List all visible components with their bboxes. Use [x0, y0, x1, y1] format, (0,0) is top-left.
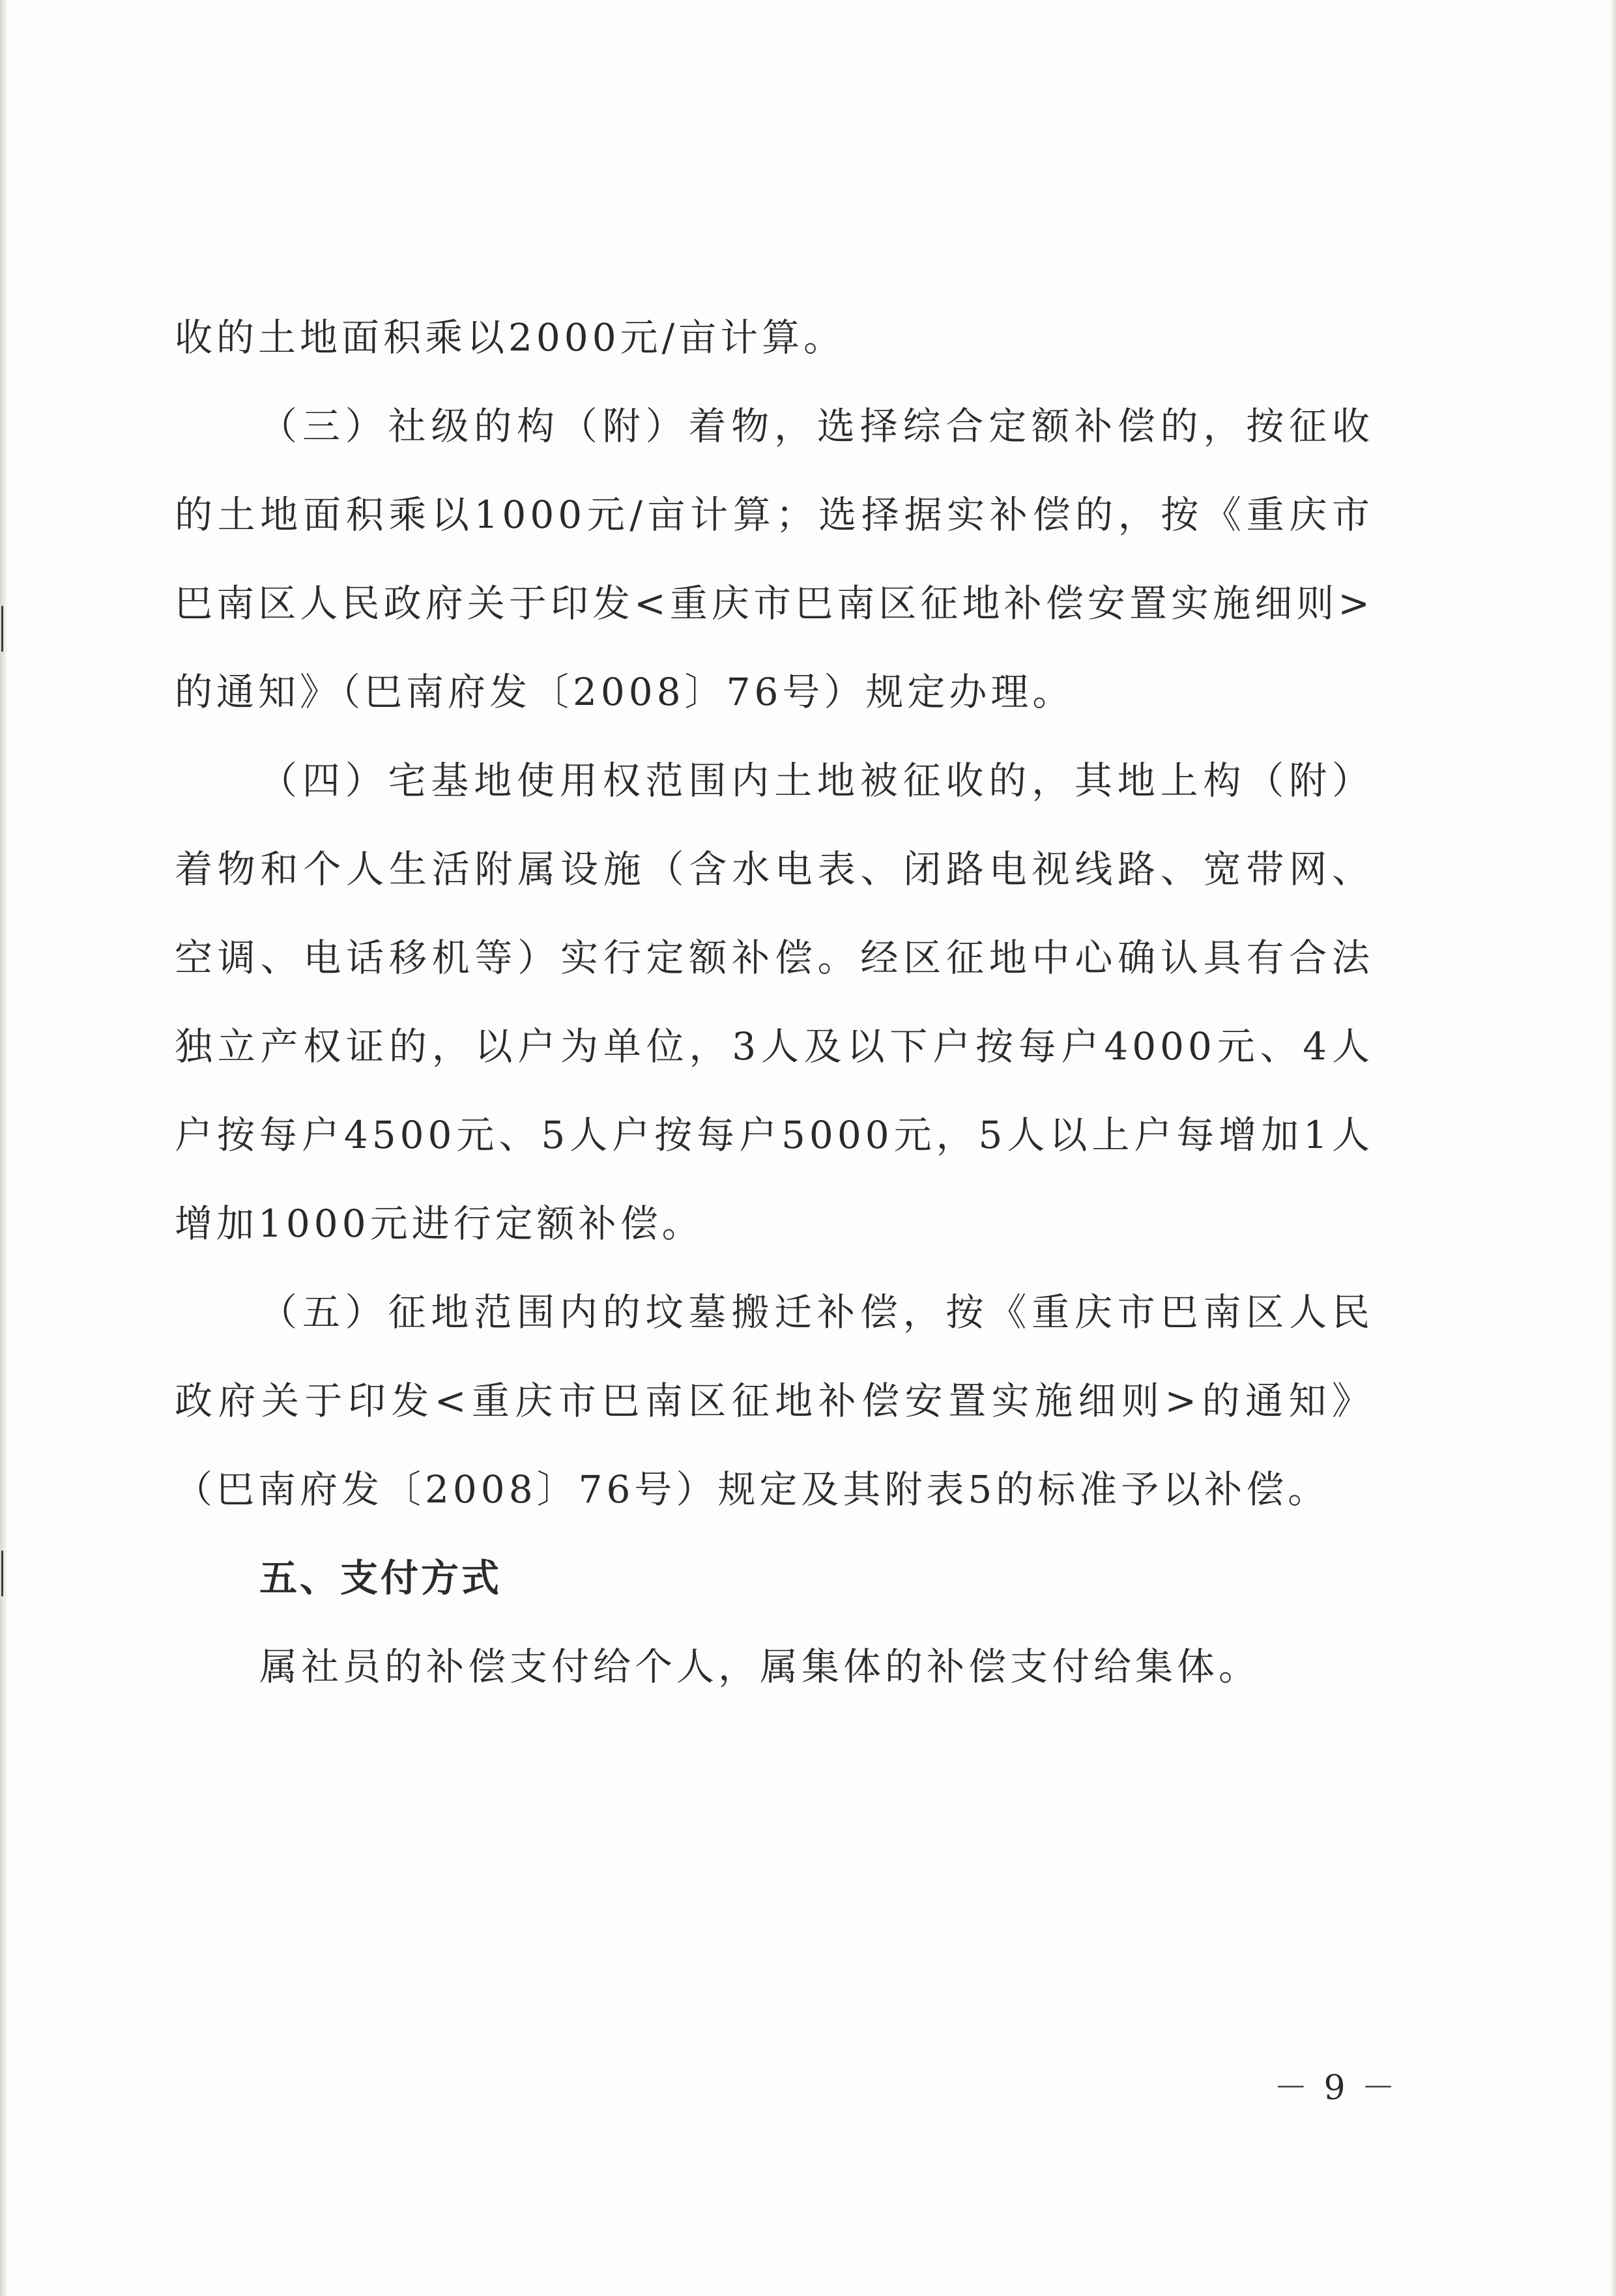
paragraph-continuation: 收的土地面积乘以2000元/亩计算。 — [175, 315, 846, 360]
paragraph-item-5: （五）征地范围内的坟墓搬迁补偿，按《重庆市巴南区人民政府关于印发<重庆市巴南区征地补偿安置实施细则>的通知》（巴南府发〔2008〕76号）规定及其附表5的标准予以补偿。 — [175, 1290, 1374, 1512]
binding-mark — [1, 1551, 3, 1596]
paragraph-payment: 属社员的补偿支付给个人，属集体的补偿支付给集体。 — [259, 1644, 1261, 1689]
binding-mark — [1, 606, 3, 652]
page-number: － 9 － — [1273, 2069, 1398, 2108]
paragraph-item-3: （三）社级的构（附）着物，选择综合定额补偿的，按征收的土地面积乘以1000元/亩计算；选择据实补偿的，按《重庆市巴南区人民政府关于印发<重庆市巴南区征地补偿安置实施细则>的通知》（巴南府发〔2008〕76号）规定办理。 — [175, 404, 1374, 714]
paragraph-item-4: （四）宅基地使用权范围内土地被征收的，其地上构（附）着物和个人生活附属设施（含水电表、闭路电视线路、宽带网、空调、电话移机等）实行定额补偿。经区征地中心确认具有合法独立产权证的，以户为单位，3人及以下户按每户4000元、4人户按每户4500元、5人户按每户5000元，5人以上户每增加1人增加1000元进行定额补偿。 — [175, 758, 1374, 1246]
document-body — [175, 293, 1374, 1711]
scan-edge-left — [0, 0, 7, 2296]
scan-edge-right — [1611, 0, 1616, 2296]
section-heading: 五、支付方式 — [259, 1556, 502, 1600]
